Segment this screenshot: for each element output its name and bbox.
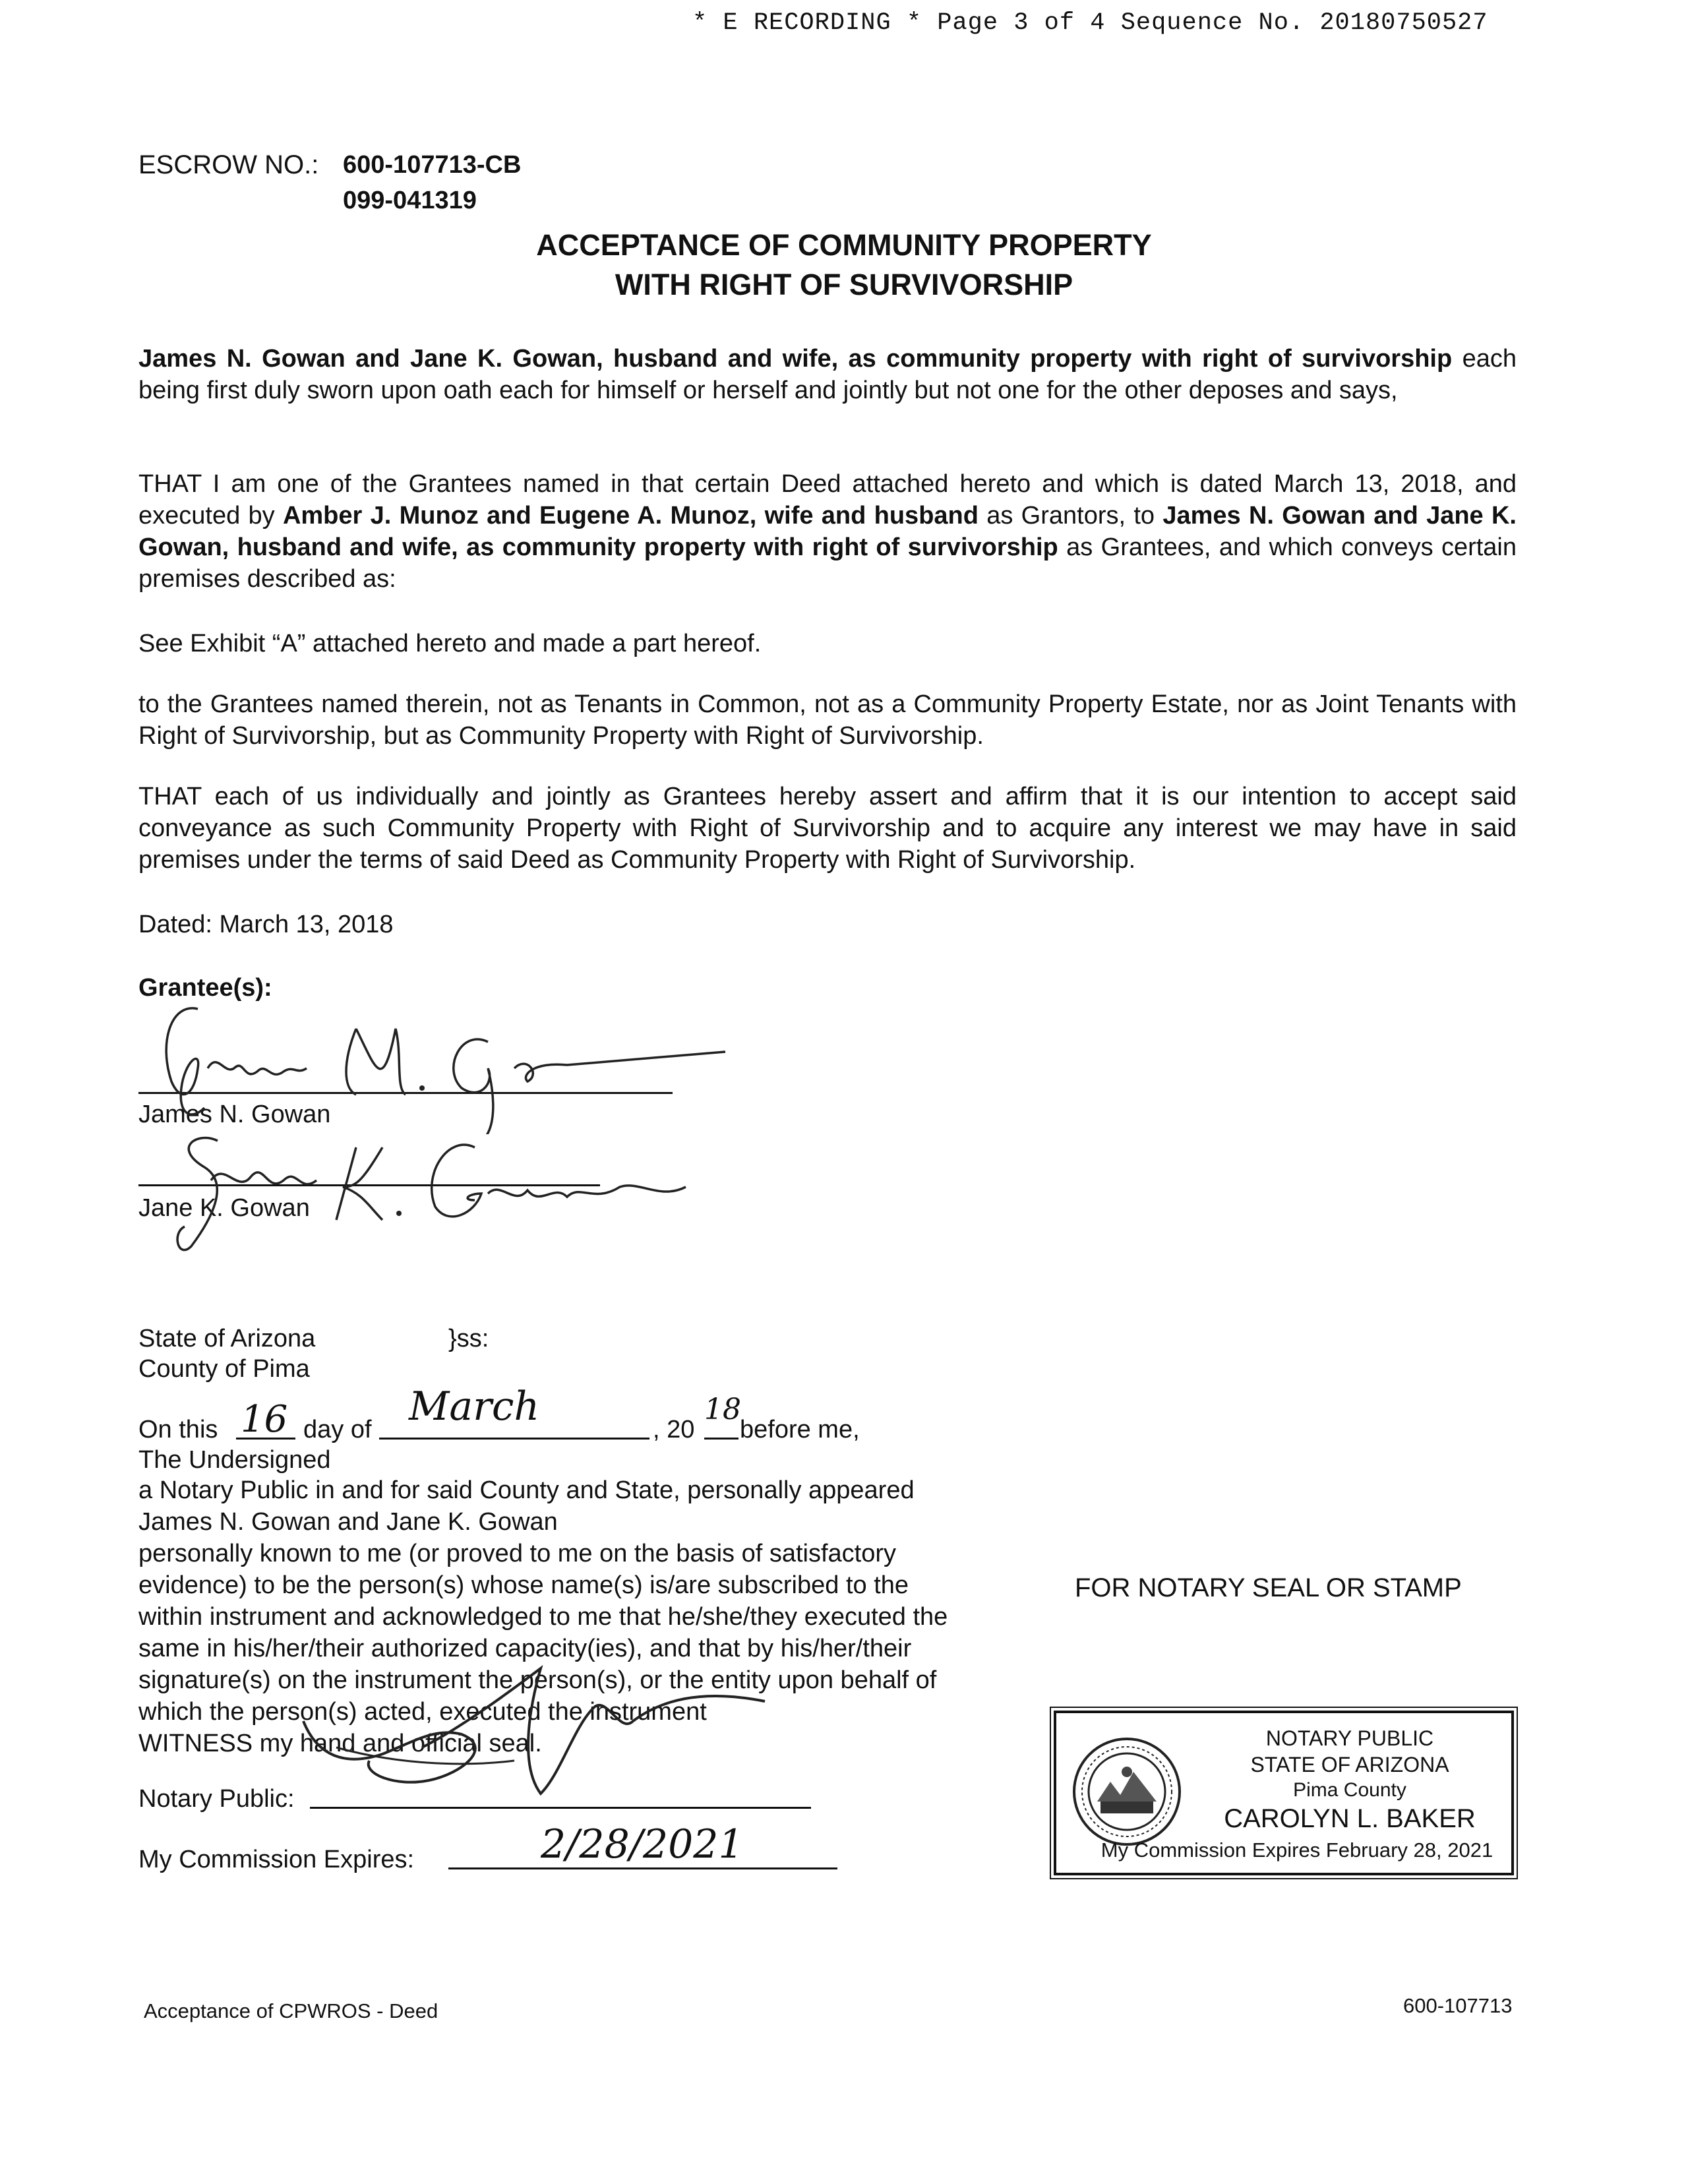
notary-body-line: James N. Gowan and Jane K. Gowan (138, 1508, 558, 1536)
stamp-line-1: NOTARY PUBLIC (1265, 1726, 1434, 1750)
signature-line-1 (138, 1092, 673, 1094)
grantee-name-1: James N. Gowan (138, 1101, 331, 1128)
notary-state: State of Arizona (138, 1325, 316, 1352)
notary-stamp (1054, 1711, 1514, 1875)
parties-rest: each being first duly sworn upon oath each for himself or herself and jointly but not one for the other deposes and says, (138, 345, 1517, 404)
seal-caption: FOR NOTARY SEAL OR STAMP (1075, 1573, 1462, 1602)
paragraph-affirmation: THAT each of us individually and jointly as Grantees hereby assert and affirm that it is our intention to accept said conveyance as such Community Property with Right of Survivorship and to acquire any interest we may have in said premises under the terms of said Deed as Community Property with Right of Survivorship. (138, 783, 1517, 874)
recording-banner: * E RECORDING * Page 3 of 4 Sequence No. 20180750527 (692, 9, 1488, 37)
notary-body-line: evidence) to be the person(s) whose name(s) is/are subscribed to the (138, 1571, 909, 1599)
arizona-seal-icon (1071, 1736, 1183, 1848)
undersigned: The Undersigned (138, 1446, 331, 1474)
month-handwritten: March (409, 1383, 540, 1430)
footer-right: 600-107713 (1403, 1994, 1513, 2017)
paragraph-tenancy: to the Grantees named therein, not as Tenants in Common, not as a Community Property Estate, nor as Joint Tenants with Right of Survivorship, but as Community Property with Right of Survivorship. (138, 690, 1517, 750)
notary-body-line: a Notary Public in and for said County and State, personally appeared (138, 1476, 915, 1504)
notary-body-line: personally known to me (or proved to me on the basis of satisfactory (138, 1540, 896, 1567)
notary-body-line: within instrument and acknowledged to me that he/she/they executed the (138, 1603, 948, 1631)
dated-line: Dated: March 13, 2018 (138, 911, 394, 938)
commission-label: My Commission Expires: (138, 1846, 415, 1873)
document-title-line1: ACCEPTANCE OF COMMUNITY PROPERTY (536, 228, 1152, 262)
p2-text-a: THAT I am one of the Grantees named in that certain Deed attached hereto and which is dated March 13, 2018, and executed by (138, 470, 1517, 530)
day-of-label: day of (303, 1416, 372, 1443)
paragraph-parties (138, 343, 1517, 406)
on-this-label: On this (138, 1416, 218, 1443)
paragraph-exhibit: See Exhibit “A” attached hereto and made a part hereof. (138, 630, 762, 657)
before-me-label: before me, (740, 1416, 860, 1443)
parties-bold: James N. Gowan and Jane K. Gowan, husband and wife, as community property with right of survivorship (138, 345, 1453, 373)
escrow-number-secondary: 099-041319 (343, 187, 477, 214)
grantees-names: James N. Gowan and Jane K. Gowan, husband and wife, as community property with right of survivorship (138, 502, 1517, 561)
p2-text-e: as Grantees, and which conveys certain premises described as: (138, 533, 1517, 593)
document-title-line2: WITH RIGHT OF SURVIVORSHIP (615, 268, 1073, 301)
year-blank (704, 1438, 738, 1440)
stamp-line-2: STATE OF ARIZONA (1250, 1753, 1449, 1776)
signature-line-2 (138, 1184, 600, 1186)
p2-text-c: as Grantors, to (978, 502, 1163, 530)
paragraph-grantees-statement (138, 468, 1517, 595)
stamp-line-3: Pima County (1293, 1779, 1406, 1801)
notary-public-line (310, 1807, 811, 1809)
notary-body-line: which the person(s) acted, executed the instrument (138, 1698, 707, 1726)
grantors-names: Amber J. Munoz and Eugene A. Munoz, wife and husband (282, 502, 979, 530)
year-handwritten: 18 (704, 1393, 741, 1426)
grantee-name-2: Jane K. Gowan (138, 1194, 310, 1222)
stamp-line-5: My Commission Expires February 28, 2021 (1100, 1838, 1493, 1862)
notary-ss: }ss: (448, 1325, 489, 1352)
year-prefix: , 20 (653, 1416, 695, 1443)
notary-acknowledgment-body (138, 1474, 1062, 1759)
notary-body-line: signature(s) on the instrument the person(s), or the entity upon behalf of (138, 1666, 937, 1694)
month-blank (379, 1438, 649, 1440)
notary-body-line: same in his/her/their authorized capacity(ies), and that by his/her/their (138, 1635, 912, 1662)
day-handwritten: 16 (241, 1398, 288, 1441)
grantees-label: Grantee(s): (138, 974, 272, 1002)
escrow-number-primary: 600-107713-CB (343, 151, 522, 179)
commission-handwritten: 2/28/2021 (541, 1821, 744, 1867)
commission-line (448, 1867, 837, 1869)
notary-county: County of Pima (138, 1355, 310, 1383)
notary-public-label: Notary Public: (138, 1785, 295, 1813)
notary-body-line: WITNESS my hand and official seal. (138, 1730, 542, 1757)
footer-left: Acceptance of CPWROS - Deed (144, 1999, 438, 2022)
signature-jane-gowan (158, 1121, 752, 1253)
escrow-label: ESCROW NO.: (138, 150, 319, 179)
stamp-line-4: CAROLYN L. BAKER (1224, 1804, 1476, 1833)
